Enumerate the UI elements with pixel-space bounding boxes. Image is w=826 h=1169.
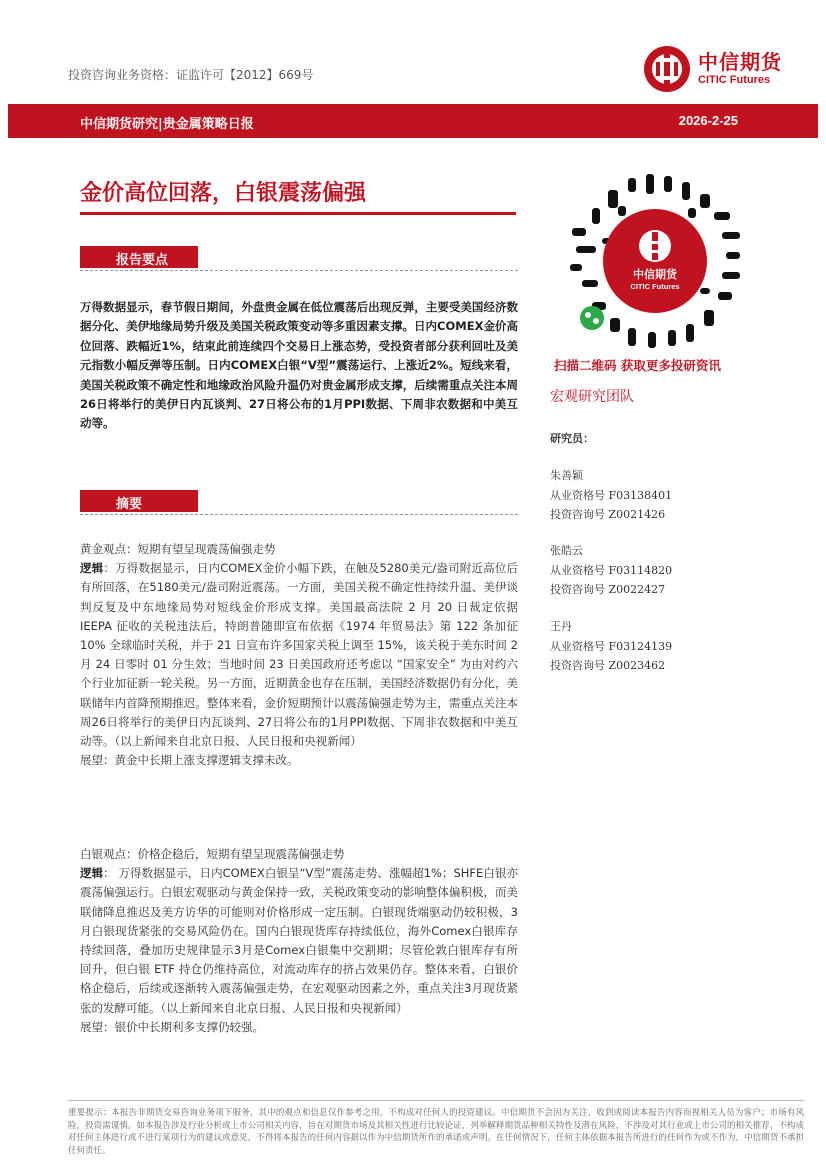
divider bbox=[80, 270, 518, 271]
report-summary: 万得数据显示，春节假日期间，外盘贵金属在低位震荡后出现反弹，主要受美国经济数据分化、美伊地缘局势升级及美国关税政策变动等多重因素支撑。日内COMEX金价高位回落、跌幅近1%，结束此前连续四个交易日上涨态势，受投资者部分获利回吐及美元指数小幅反弹等压制。日内COMEX白银“V型”震荡运行、上涨近2%。短线来看，美国关税政策不确定性和地缘政治风险升温仍对贵金属形成支撑，后续需重点关注本周26日将举行的美伊日内瓦谈判、27日将公布的1月PPI数据、下周非农数据和中美互动等。 bbox=[80, 300, 518, 431]
silver-logic bbox=[80, 864, 518, 1018]
researcher-name: 王丹 bbox=[550, 620, 572, 633]
gold-logic-label: 逻辑 bbox=[80, 561, 104, 576]
disclaimer: 重要提示：本报告非期货交易咨询业务项下服务，其中的观点和信息仅作参考之用，不构成对任何人的投资建议。中信期货不会因为关注、收到或阅读本报告内容而视相关人员为客户；市场有风险，投资需谨慎。如本报告涉及行业分析或上市公司相关内容，旨在对期货市场及其相关性进行比较论证，列举解释期货品种相关特性及潜在风险，不涉及对其行业或上市公司的相关推荐，不构成对任何主体进行或不进行某项行为的建议或意见，不得将本报告的任何内容据以作为中信期货所作的承诺或声明。在任何情况下，任何主体依据本报告所进行的任何作为或不作为，中信期货不承担任何责任。 bbox=[68, 1108, 804, 1156]
silver-logic-text: ： 万得数据显示，日内COMEX白银呈“V型”震荡走势、涨幅超1%；SHFE白银亦震荡偏强运行。白银宏观驱动与黄金保持一致，关税政策变动的影响整体偏积极，而美联储降息推迟及美方访华的可能则对价格形成一定压制。白银现货端驱动仍较积极，3月白银现货紧张的交易风险仍在。国内白银现货库存持续低位，海外Comex白银库存持续回落，叠加历史规律显示3月是Comex白银集中交割期；尽管伦敦白银库存有所回升，但白银 ETF 持仓仍维持高位，对流动库存的挤占效果仍存。整体来看，白银价格企稳后，后续或逐渐转入震荡偏强走势，在宏观驱动因素之外，重点关注3月现货紧张的发酵可能。（以上新闻来自北京日报、人民日报和央视新闻） bbox=[80, 866, 519, 1015]
section-abstract-label: 摘要 bbox=[80, 490, 198, 512]
gold-outlook: 展望：黄金中长期上涨支撑逻辑支撑未改。 bbox=[80, 753, 299, 768]
section-report-label: 报告要点 bbox=[80, 246, 198, 268]
researcher-heading: 研究员： bbox=[550, 432, 594, 445]
team-name: 宏观研究团队 bbox=[550, 389, 634, 405]
gold-section bbox=[80, 540, 518, 770]
report-date: 2026-2-25 bbox=[678, 113, 738, 128]
silver-logic-label: 逻辑 bbox=[80, 866, 104, 881]
researcher-consult-id: 投资咨询号 Z0022427 bbox=[550, 583, 666, 596]
qr-code-icon bbox=[562, 168, 748, 354]
researcher-name: 朱善颖 bbox=[550, 469, 583, 482]
logo-text-en: CITIC Futures bbox=[698, 74, 771, 86]
logo-text-cn: 中信期货 bbox=[698, 50, 782, 74]
qr-caption: 扫描二维码 获取更多投研资讯 bbox=[554, 358, 721, 373]
silver-section bbox=[80, 845, 518, 1037]
researcher-3 bbox=[550, 617, 672, 676]
gold-logic bbox=[80, 559, 518, 751]
silver-outlook: 展望：银价中长期利多支撑仍较强。 bbox=[80, 1019, 264, 1034]
researcher-consult-id: 投资咨询号 Z0023462 bbox=[550, 659, 666, 672]
gold-logic-text: ：万得数据显示，日内COMEX金价小幅下跌，在触及5280美元/盎司附近高位后有所回落，在5180美元/盎司附近震荡。一方面，美国关税不确定性持续升温、美伊谈判反复及中东地缘局势对短线金价形成支撑。美国最高法院 2 月 20 日裁定依据 IEEPA 征收的关税违法后，特朗普随即宣布依据《1974 年贸易法》第 122 条加征 10% 全球临时关税，并于 21 日宣布许多国家关税上调至 15%，该关税于美东时间 2 月 24 日零时 01 分生效；当地时间 23 日美国政府还考虑以 “国家安全” 为由对约六个行业加征新一轮关税。另一方面，近期黄金也存在压制，美国经济数据仍有分化，美联储年内首降预期推迟。整体来看，金价短期预计以震荡偏强走势为主，需重点关注本周26日将举行的美伊日内瓦谈判、27日将公布的1月PPI数据、下周非农数据和中美互动等。（以上新闻来自北京日报、人民日报和央视新闻） bbox=[80, 561, 519, 749]
qr-logo-en: CITIC Futures bbox=[630, 282, 680, 291]
silver-view: 白银观点：价格企稳后，短期有望呈现震荡偏强走势 bbox=[80, 847, 345, 861]
page-title: 金价高位回落，白银震荡偏强 bbox=[80, 181, 367, 206]
researcher-consult-id: 投资咨询号 Z0021426 bbox=[550, 508, 666, 521]
footer-divider bbox=[68, 1100, 804, 1101]
researcher-qualification: 从业资格号 F03114820 bbox=[550, 563, 673, 577]
citic-logo bbox=[642, 44, 804, 92]
header-banner bbox=[8, 104, 818, 138]
researcher-qualification: 从业资格号 F03138401 bbox=[550, 488, 673, 502]
researcher-1 bbox=[550, 466, 672, 525]
divider bbox=[80, 514, 518, 515]
qr-code[interactable] bbox=[562, 168, 748, 354]
researcher-2 bbox=[550, 541, 672, 600]
section-abstract bbox=[80, 490, 518, 515]
title-underline bbox=[80, 212, 516, 215]
gold-view: 黄金观点：短期有望呈现震荡偏强走势 bbox=[80, 542, 276, 556]
report-series: 中信期货研究|贵金属策略日报 bbox=[80, 117, 254, 132]
citic-logo-icon bbox=[642, 44, 692, 94]
license-text: 投资咨询业务资格：证监许可【2012】669号 bbox=[68, 68, 314, 82]
section-report-points bbox=[80, 246, 518, 271]
researcher-qualification: 从业资格号 F03124139 bbox=[550, 639, 673, 653]
researcher-name: 张皓云 bbox=[550, 544, 583, 557]
qr-logo-cn: 中信期货 bbox=[633, 268, 677, 281]
